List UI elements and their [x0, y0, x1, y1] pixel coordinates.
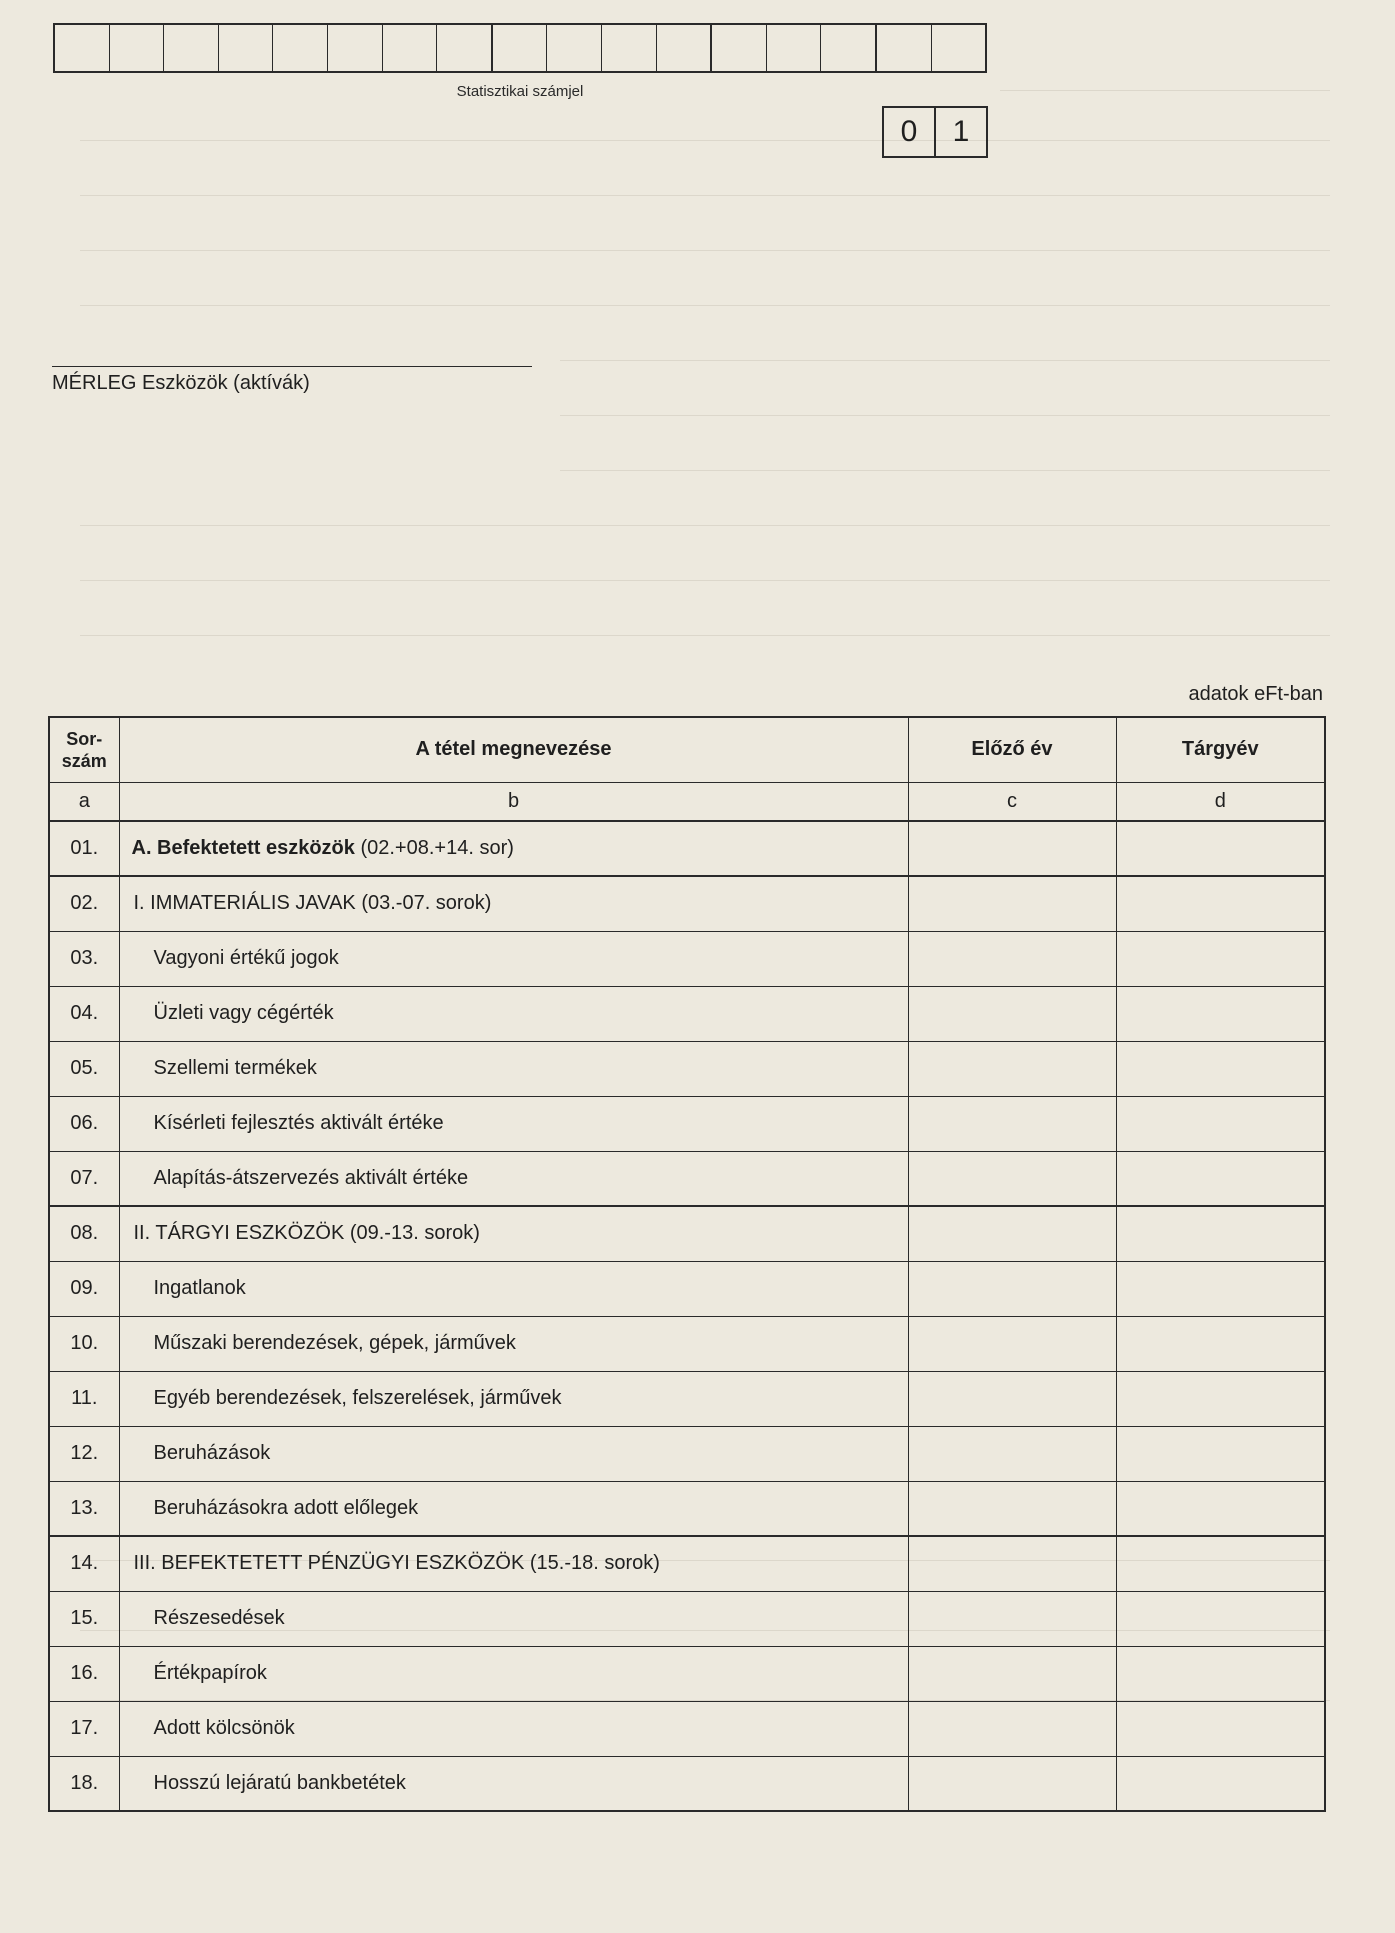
row-number: 02.	[49, 876, 119, 931]
current-year-value-cell[interactable]	[1116, 1151, 1325, 1206]
row-item-name-text: Műszaki berendezések, gépek, járművek	[153, 1332, 516, 1354]
row-item-name-text: Ingatlanok	[153, 1277, 246, 1299]
row-item-name	[119, 1701, 908, 1756]
current-year-value-cell[interactable]	[1116, 1261, 1325, 1316]
previous-year-value-cell[interactable]	[908, 1151, 1116, 1206]
row-item-name	[119, 1481, 908, 1536]
previous-year-value-cell[interactable]	[908, 1481, 1116, 1536]
row-item-name	[119, 1426, 908, 1481]
page-title: MÉRLEG Eszközök (aktívák)	[52, 372, 310, 394]
column-letter: a	[49, 782, 119, 821]
row-number: 11.	[49, 1371, 119, 1426]
row-item-name	[119, 1591, 908, 1646]
current-year-value-cell[interactable]	[1116, 1041, 1325, 1096]
current-year-value-cell[interactable]	[1116, 931, 1325, 986]
previous-year-value-cell[interactable]	[908, 1536, 1116, 1591]
row-item-name	[119, 1041, 908, 1096]
header-current-year: Tárgyév	[1116, 717, 1325, 782]
row-number: 06.	[49, 1096, 119, 1151]
table-row	[49, 1151, 1325, 1206]
row-item-name	[119, 1316, 908, 1371]
table-row	[49, 1371, 1325, 1426]
row-number: 09.	[49, 1261, 119, 1316]
stat-number-cell[interactable]	[712, 25, 767, 71]
table-row	[49, 821, 1325, 876]
header-serial-number: Sor- szám	[49, 717, 119, 782]
row-number: 08.	[49, 1206, 119, 1261]
stat-number-cell[interactable]	[657, 25, 713, 71]
table-row	[49, 1591, 1325, 1646]
previous-year-value-cell[interactable]	[908, 1701, 1116, 1756]
current-year-value-cell[interactable]	[1116, 1591, 1325, 1646]
row-item-name	[119, 1756, 908, 1811]
previous-year-value-cell[interactable]	[908, 821, 1116, 876]
form-code-box	[882, 106, 988, 158]
row-number: 05.	[49, 1041, 119, 1096]
table-row	[49, 1261, 1325, 1316]
row-number: 10.	[49, 1316, 119, 1371]
row-item-name	[119, 876, 908, 931]
current-year-value-cell[interactable]	[1116, 1096, 1325, 1151]
previous-year-value-cell[interactable]	[908, 1426, 1116, 1481]
form-code-digit: 0	[884, 108, 936, 156]
row-item-name-text: Adott kölcsönök	[153, 1717, 295, 1739]
current-year-value-cell[interactable]	[1116, 986, 1325, 1041]
header-item-name: A tétel megnevezése	[119, 717, 908, 782]
stat-number-cell[interactable]	[877, 25, 932, 71]
stat-number-cell[interactable]	[602, 25, 657, 71]
row-item-name	[119, 1261, 908, 1316]
row-item-name-text: Hosszú lejáratú bankbetétek	[153, 1771, 406, 1794]
title-rule	[52, 366, 532, 367]
column-letter: c	[908, 782, 1116, 821]
row-item-name	[119, 1646, 908, 1701]
table-row	[49, 1096, 1325, 1151]
row-item-name	[119, 931, 908, 986]
row-number: 01.	[49, 821, 119, 876]
stat-number-cell[interactable]	[547, 25, 602, 71]
current-year-value-cell[interactable]	[1116, 1701, 1325, 1756]
table-body	[49, 821, 1325, 1811]
stat-number-cell[interactable]	[164, 25, 219, 71]
stat-number-label: Statisztikai számjel	[456, 83, 584, 100]
row-item-name	[119, 1206, 908, 1261]
previous-year-value-cell[interactable]	[908, 931, 1116, 986]
row-item-name-text: Részesedések	[153, 1607, 285, 1629]
unit-note: adatok eFt-ban	[1188, 683, 1323, 705]
table-row	[49, 1536, 1325, 1591]
row-number: 14.	[49, 1536, 119, 1591]
table-row	[49, 1756, 1325, 1811]
previous-year-value-cell[interactable]	[908, 1206, 1116, 1261]
current-year-value-cell[interactable]	[1116, 876, 1325, 931]
current-year-value-cell[interactable]	[1116, 1426, 1325, 1481]
column-letter: b	[119, 782, 908, 821]
previous-year-value-cell[interactable]	[908, 1756, 1116, 1811]
table-row	[49, 1041, 1325, 1096]
row-number: 12.	[49, 1426, 119, 1481]
row-number: 17.	[49, 1701, 119, 1756]
table-row	[49, 876, 1325, 931]
previous-year-value-cell[interactable]	[908, 1371, 1116, 1426]
row-item-name-bold: A. Befektetett eszközök	[131, 837, 355, 859]
table-row	[49, 1646, 1325, 1701]
stat-number-cell[interactable]	[932, 25, 986, 71]
table-header-row	[49, 717, 1325, 782]
current-year-value-cell[interactable]	[1116, 1536, 1325, 1591]
row-item-name-text: Egyéb berendezések, felszerelések, járművek	[153, 1387, 562, 1409]
table-row	[49, 986, 1325, 1041]
row-item-name-text: II. TÁRGYI ESZKÖZÖK (09.-13. sorok)	[133, 1222, 480, 1245]
table-row	[49, 1316, 1325, 1371]
row-number: 03.	[49, 931, 119, 986]
stat-number-cell[interactable]	[219, 25, 274, 71]
row-item-name-text: III. BEFEKTETETT PÉNZÜGYI ESZKÖZÖK (15.-18. sorok)	[133, 1552, 660, 1575]
column-letter: d	[1116, 782, 1325, 821]
row-item-name-text: Alapítás-átszervezés aktivált értéke	[153, 1166, 469, 1189]
current-year-value-cell[interactable]	[1116, 1756, 1325, 1811]
row-number: 18.	[49, 1756, 119, 1811]
previous-year-value-cell[interactable]	[908, 1646, 1116, 1701]
current-year-value-cell[interactable]	[1116, 1316, 1325, 1371]
table-row	[49, 1426, 1325, 1481]
table-row	[49, 931, 1325, 986]
current-year-value-cell[interactable]	[1116, 1646, 1325, 1701]
statistical-number-grid[interactable]	[53, 23, 987, 73]
stat-number-cell[interactable]	[767, 25, 822, 71]
row-item-name	[119, 1096, 908, 1151]
row-item-name-text: (02.+08.+14. sor)	[354, 837, 514, 859]
form-code-digit: 1	[952, 115, 970, 148]
row-item-name	[119, 821, 908, 876]
row-item-name-text: Üzleti vagy cégérték	[153, 1002, 334, 1024]
current-year-value-cell[interactable]	[1116, 821, 1325, 876]
column-letter-row	[49, 782, 1325, 821]
stat-number-cell[interactable]	[383, 25, 438, 71]
stat-number-cell[interactable]	[55, 25, 110, 71]
header-previous-year: Előző év	[908, 717, 1116, 782]
current-year-value-cell[interactable]	[1116, 1371, 1325, 1426]
current-year-value-cell[interactable]	[1116, 1206, 1325, 1261]
balance-sheet-table	[48, 716, 1326, 1812]
table-row	[49, 1701, 1325, 1756]
row-item-name-text: Kísérleti fejlesztés aktivált értéke	[153, 1112, 444, 1134]
stat-number-cell[interactable]	[273, 25, 328, 71]
previous-year-value-cell[interactable]	[908, 1591, 1116, 1646]
row-item-name	[119, 1536, 908, 1591]
row-item-name-text: Értékpapírok	[153, 1662, 267, 1684]
previous-year-value-cell[interactable]	[908, 876, 1116, 931]
row-item-name-text: Beruházásokra adott előlegek	[153, 1496, 419, 1519]
previous-year-value-cell[interactable]	[908, 1316, 1116, 1371]
row-number: 07.	[49, 1151, 119, 1206]
row-item-name	[119, 1151, 908, 1206]
row-item-name	[119, 986, 908, 1041]
row-item-name-text: I. IMMATERIÁLIS JAVAK (03.-07. sorok)	[133, 892, 492, 915]
row-number: 16.	[49, 1646, 119, 1701]
row-item-name	[119, 1371, 908, 1426]
row-item-name-text: Beruházások	[153, 1442, 271, 1464]
previous-year-value-cell[interactable]	[908, 1041, 1116, 1096]
row-number: 15.	[49, 1591, 119, 1646]
table-row	[49, 1481, 1325, 1536]
stat-number-cell[interactable]	[328, 25, 383, 71]
row-item-name-text: Szellemi termékek	[153, 1057, 317, 1079]
stat-number-cell[interactable]	[110, 25, 165, 71]
stat-number-cell[interactable]	[493, 25, 548, 71]
previous-year-value-cell[interactable]	[908, 1096, 1116, 1151]
previous-year-value-cell[interactable]	[908, 1261, 1116, 1316]
row-item-name-text: Vagyoni értékű jogok	[153, 947, 339, 969]
previous-year-value-cell[interactable]	[908, 986, 1116, 1041]
table-row	[49, 1206, 1325, 1261]
stat-number-cell[interactable]	[437, 25, 493, 71]
current-year-value-cell[interactable]	[1116, 1481, 1325, 1536]
stat-number-cell[interactable]	[821, 25, 877, 71]
row-number: 13.	[49, 1481, 119, 1536]
row-number: 04.	[49, 986, 119, 1041]
